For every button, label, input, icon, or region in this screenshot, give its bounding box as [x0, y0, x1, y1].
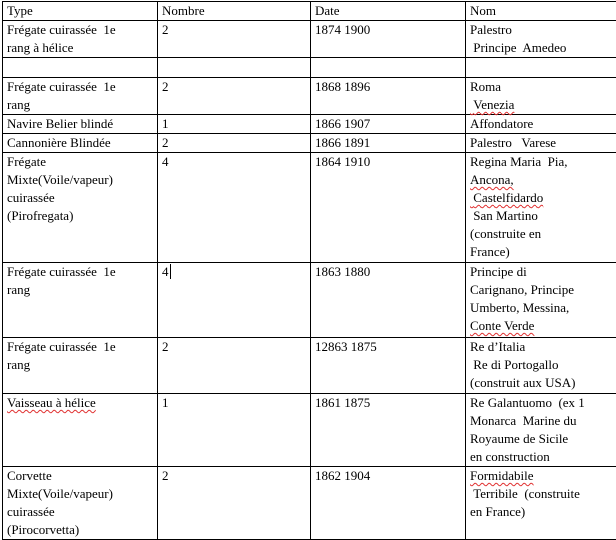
type-line: Vaisseau à hélice — [7, 395, 96, 410]
date-cell[interactable] — [311, 78, 466, 115]
nom-line: Umberto, Messina, — [470, 300, 570, 315]
type-line: (Pirocorvetta) — [7, 522, 80, 537]
table-row — [3, 338, 616, 394]
nom-line: Re d’Italia — [470, 339, 526, 354]
nom-line: Castelfidardo — [470, 190, 544, 205]
nombre-cell[interactable] — [158, 58, 311, 78]
ship-table — [2, 1, 616, 540]
type-line: Frégate — [7, 154, 46, 169]
nom-cell[interactable] — [466, 263, 616, 338]
nom-line: Terribile (construite — [470, 486, 580, 501]
type-line: rang à hélice — [7, 40, 74, 55]
type-cell[interactable] — [3, 338, 158, 394]
nombre-value: 1 — [162, 116, 169, 131]
type-line: Mixte(Voile/vapeur) — [7, 486, 113, 501]
table-row — [3, 78, 616, 115]
type-line: rang — [7, 97, 31, 112]
date-value: 1866 1907 — [315, 116, 371, 131]
table-row — [3, 115, 616, 134]
date-cell[interactable] — [311, 338, 466, 394]
type-line: Frégate cuirassée 1e — [7, 264, 116, 279]
type-line: Frégate cuirassée 1e — [7, 339, 116, 354]
nombre-cell[interactable] — [158, 263, 311, 338]
table-row — [3, 58, 616, 78]
date-cell[interactable] — [311, 21, 466, 58]
nom-line: Formidabile — [470, 468, 534, 483]
nom-line: France) — [470, 244, 510, 259]
nombre-value: 2 — [162, 22, 169, 37]
nom-cell[interactable] — [466, 134, 616, 153]
type-cell[interactable] — [3, 467, 158, 540]
type-line: rang — [7, 282, 31, 297]
nombre-cell[interactable] — [158, 78, 311, 115]
type-line: Frégate cuirassée 1e — [7, 22, 116, 37]
nom-line: Regina Maria Pia, — [470, 154, 568, 169]
nom-cell[interactable] — [466, 153, 616, 263]
nom-line: Re Galantuomo (ex 1 — [470, 395, 585, 410]
nom-line: Venezia — [470, 97, 515, 112]
table-row — [3, 263, 616, 338]
nom-line: Principe di — [470, 264, 527, 279]
date-cell[interactable] — [311, 153, 466, 263]
type-cell[interactable] — [3, 134, 158, 153]
date-value: 12863 1875 — [315, 339, 377, 354]
date-value: 1861 1875 — [315, 395, 371, 410]
nom-line: Re di Portogallo — [470, 357, 559, 372]
date-cell[interactable] — [311, 467, 466, 540]
table-row — [3, 153, 616, 263]
nom-cell[interactable] — [466, 338, 616, 394]
nom-line: Monarca Marine du — [470, 413, 577, 428]
nombre-value: 2 — [162, 339, 169, 354]
nom-line: Palestro — [470, 22, 512, 37]
text-cursor — [170, 264, 171, 279]
date-value: 1868 1896 — [315, 79, 371, 94]
nom-line: Roma — [470, 79, 502, 94]
type-line: rang — [7, 357, 31, 372]
header-date: Date — [311, 2, 466, 21]
nombre-value: 1 — [162, 395, 169, 410]
type-cell[interactable] — [3, 115, 158, 134]
nom-cell[interactable] — [466, 115, 616, 134]
header-nombre: Nombre — [158, 2, 311, 21]
type-line: cuirassée — [7, 190, 55, 205]
nombre-cell[interactable] — [158, 21, 311, 58]
nombre-cell[interactable] — [158, 338, 311, 394]
nombre-value: 2 — [162, 79, 169, 94]
nom-cell[interactable] — [466, 394, 616, 467]
nom-line: San Martino — [470, 208, 538, 223]
type-cell[interactable] — [3, 58, 158, 78]
type-cell[interactable] — [3, 394, 158, 467]
nombre-cell[interactable] — [158, 115, 311, 134]
type-line: Navire Belier blindé — [7, 116, 114, 131]
table-row — [3, 467, 616, 540]
header-type: Type — [3, 2, 158, 21]
type-line: Cannonière Blindée — [7, 135, 111, 150]
table-row — [3, 394, 616, 467]
nom-line: (construite en — [470, 226, 542, 241]
nombre-value: 4 — [162, 154, 169, 169]
nom-line: (construit aux USA) — [470, 375, 576, 390]
date-cell[interactable] — [311, 394, 466, 467]
date-value: 1874 1900 — [315, 22, 371, 37]
date-value: 1862 1904 — [315, 468, 371, 483]
nom-line: Principe Amedeo — [470, 40, 567, 55]
type-line: Mixte(Voile/vapeur) — [7, 172, 113, 187]
date-value: 1866 1891 — [315, 135, 371, 150]
nombre-cell[interactable] — [158, 153, 311, 263]
nombre-value: 2 — [162, 135, 169, 150]
date-value: 1863 1880 — [315, 264, 371, 279]
nom-line: Carignano, Principe — [470, 282, 574, 297]
date-cell[interactable] — [311, 263, 466, 338]
nombre-value: 2 — [162, 468, 169, 483]
nom-line: en construction — [470, 449, 550, 464]
nom-line: Conte Verde — [470, 318, 535, 333]
nom-line: en France) — [470, 504, 526, 519]
type-cell[interactable] — [3, 21, 158, 58]
nombre-cell[interactable] — [158, 134, 311, 153]
nom-cell[interactable] — [466, 78, 616, 115]
type-line: (Pirofregata) — [7, 208, 74, 223]
type-line: cuirassée — [7, 504, 55, 519]
type-line: Corvette — [7, 468, 52, 483]
nombre-cell[interactable] — [158, 467, 311, 540]
nombre-text: 4 — [162, 264, 169, 279]
type-cell[interactable] — [3, 263, 158, 338]
table-row — [3, 21, 616, 58]
date-cell[interactable] — [311, 58, 466, 78]
nom-line: Palestro Varese — [470, 135, 557, 150]
nom-cell[interactable] — [466, 58, 616, 78]
nombre-value — [162, 263, 306, 281]
header-nom: Nom — [466, 2, 616, 21]
table-row — [3, 134, 616, 153]
nom-cell[interactable] — [466, 467, 616, 540]
type-cell[interactable] — [3, 78, 158, 115]
nom-line: Affondatore — [470, 116, 534, 131]
nom-line: Royaume de Sicile — [470, 431, 569, 446]
header-row — [3, 2, 616, 21]
nom-line: Ancona, — [470, 172, 514, 187]
date-value: 1864 1910 — [315, 154, 371, 169]
date-cell[interactable] — [311, 115, 466, 134]
type-line: Frégate cuirassée 1e — [7, 79, 116, 94]
nombre-cell[interactable] — [158, 394, 311, 467]
date-cell[interactable] — [311, 134, 466, 153]
nom-cell[interactable] — [466, 21, 616, 58]
type-cell[interactable] — [3, 153, 158, 263]
